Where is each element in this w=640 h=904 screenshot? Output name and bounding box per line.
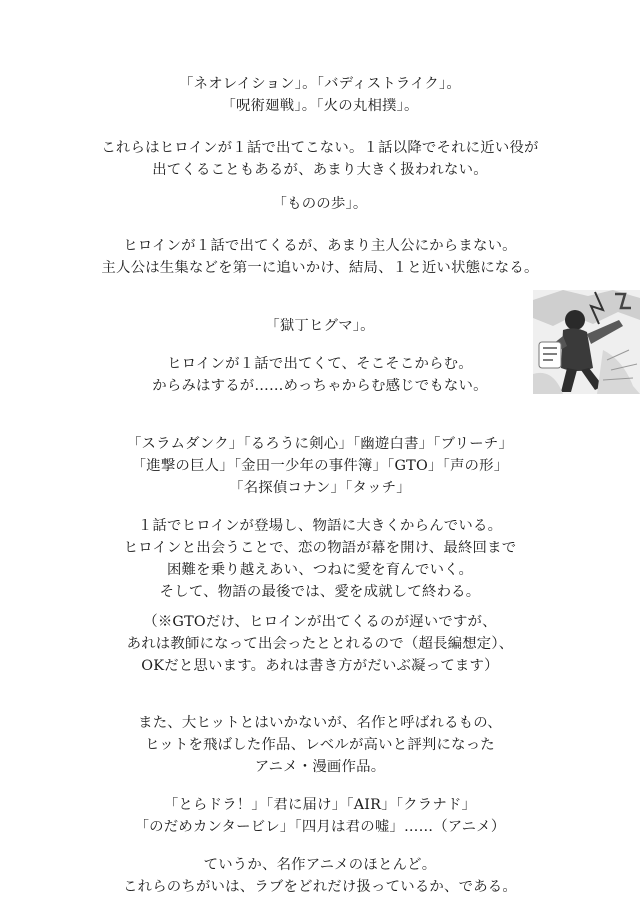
text-line: あれは教師になって出会ったととれるので（超長編想定）、 bbox=[126, 636, 514, 652]
text-line: 「呪術廻戦」。「火の丸相撲」。 bbox=[221, 98, 419, 114]
text-line: これらはヒロインが１話で出てこない。１話以降でそれに近い役が bbox=[101, 140, 539, 156]
text-line: アニメ・漫画作品。 bbox=[254, 759, 386, 775]
text-line: ていうか、名作アニメのほとんど。 bbox=[203, 857, 437, 873]
text-line: （※GTOだけ、ヒロインが出てくるのが遅いですが、 bbox=[143, 614, 497, 630]
text-line: 「スラムダンク」「るろうに剣心」「幽遊白書」「ブリーチ」 bbox=[126, 436, 514, 452]
text-line: 「ネオレイション」。「バディストライク」。 bbox=[179, 76, 461, 92]
text-line: 「獄丁ヒグマ」。 bbox=[265, 318, 375, 334]
text-line: 主人公は生集などを第一に追いかけ、結局、１と近い状態になる。 bbox=[101, 260, 539, 276]
text-line: 出てくることもあるが、あまり大きく扱われない。 bbox=[152, 162, 488, 178]
text-line: ヒットを飛ばした作品、レベルが高いと評判になった bbox=[145, 737, 495, 753]
text-line: 「ものの歩」。 bbox=[272, 196, 368, 212]
text-line: １話でヒロインが登場し、物語に大きくからんでいる。 bbox=[137, 518, 503, 534]
text-line: OKだと思います。あれは書き方がだいぶ凝ってます） bbox=[141, 658, 499, 674]
text-line: これらのちがいは、ラブをどれだけ扱っているか、である。 bbox=[123, 879, 517, 895]
manga-panel-image bbox=[533, 290, 640, 394]
text-line: 困難を乗り越えあい、つねに愛を育んでいく。 bbox=[166, 562, 474, 578]
text-line: 「とらドラ！」「君に届け」「AIR」「クラナド」 bbox=[163, 797, 477, 813]
text-line: ヒロインが１話で出てくて、そこそこからむ。 bbox=[167, 356, 473, 372]
text-line: 「のだめカンタービレ」「四月は君の嘘」……（アニメ） bbox=[134, 819, 506, 835]
text-line: そして、物語の最後では、愛を成就して終わる。 bbox=[159, 584, 481, 600]
text-line: また、大ヒットとはいかないが、名作と呼ばれるもの、 bbox=[138, 715, 502, 731]
text-line: 「名探偵コナン」「タッチ」 bbox=[229, 480, 411, 496]
text-line: ヒロインが１話で出てくるが、あまり主人公にからまない。 bbox=[123, 238, 517, 254]
text-line: 「進撃の巨人」「金田一少年の事件簿」「GTO」「声の形」 bbox=[131, 458, 509, 474]
text-line: ヒロインと出会うことで、恋の物語が幕を開け、最終回まで bbox=[123, 540, 517, 556]
manga-illustration-icon bbox=[533, 290, 640, 394]
text-line: からみはするが……めっちゃからむ感じでもない。 bbox=[152, 378, 488, 394]
